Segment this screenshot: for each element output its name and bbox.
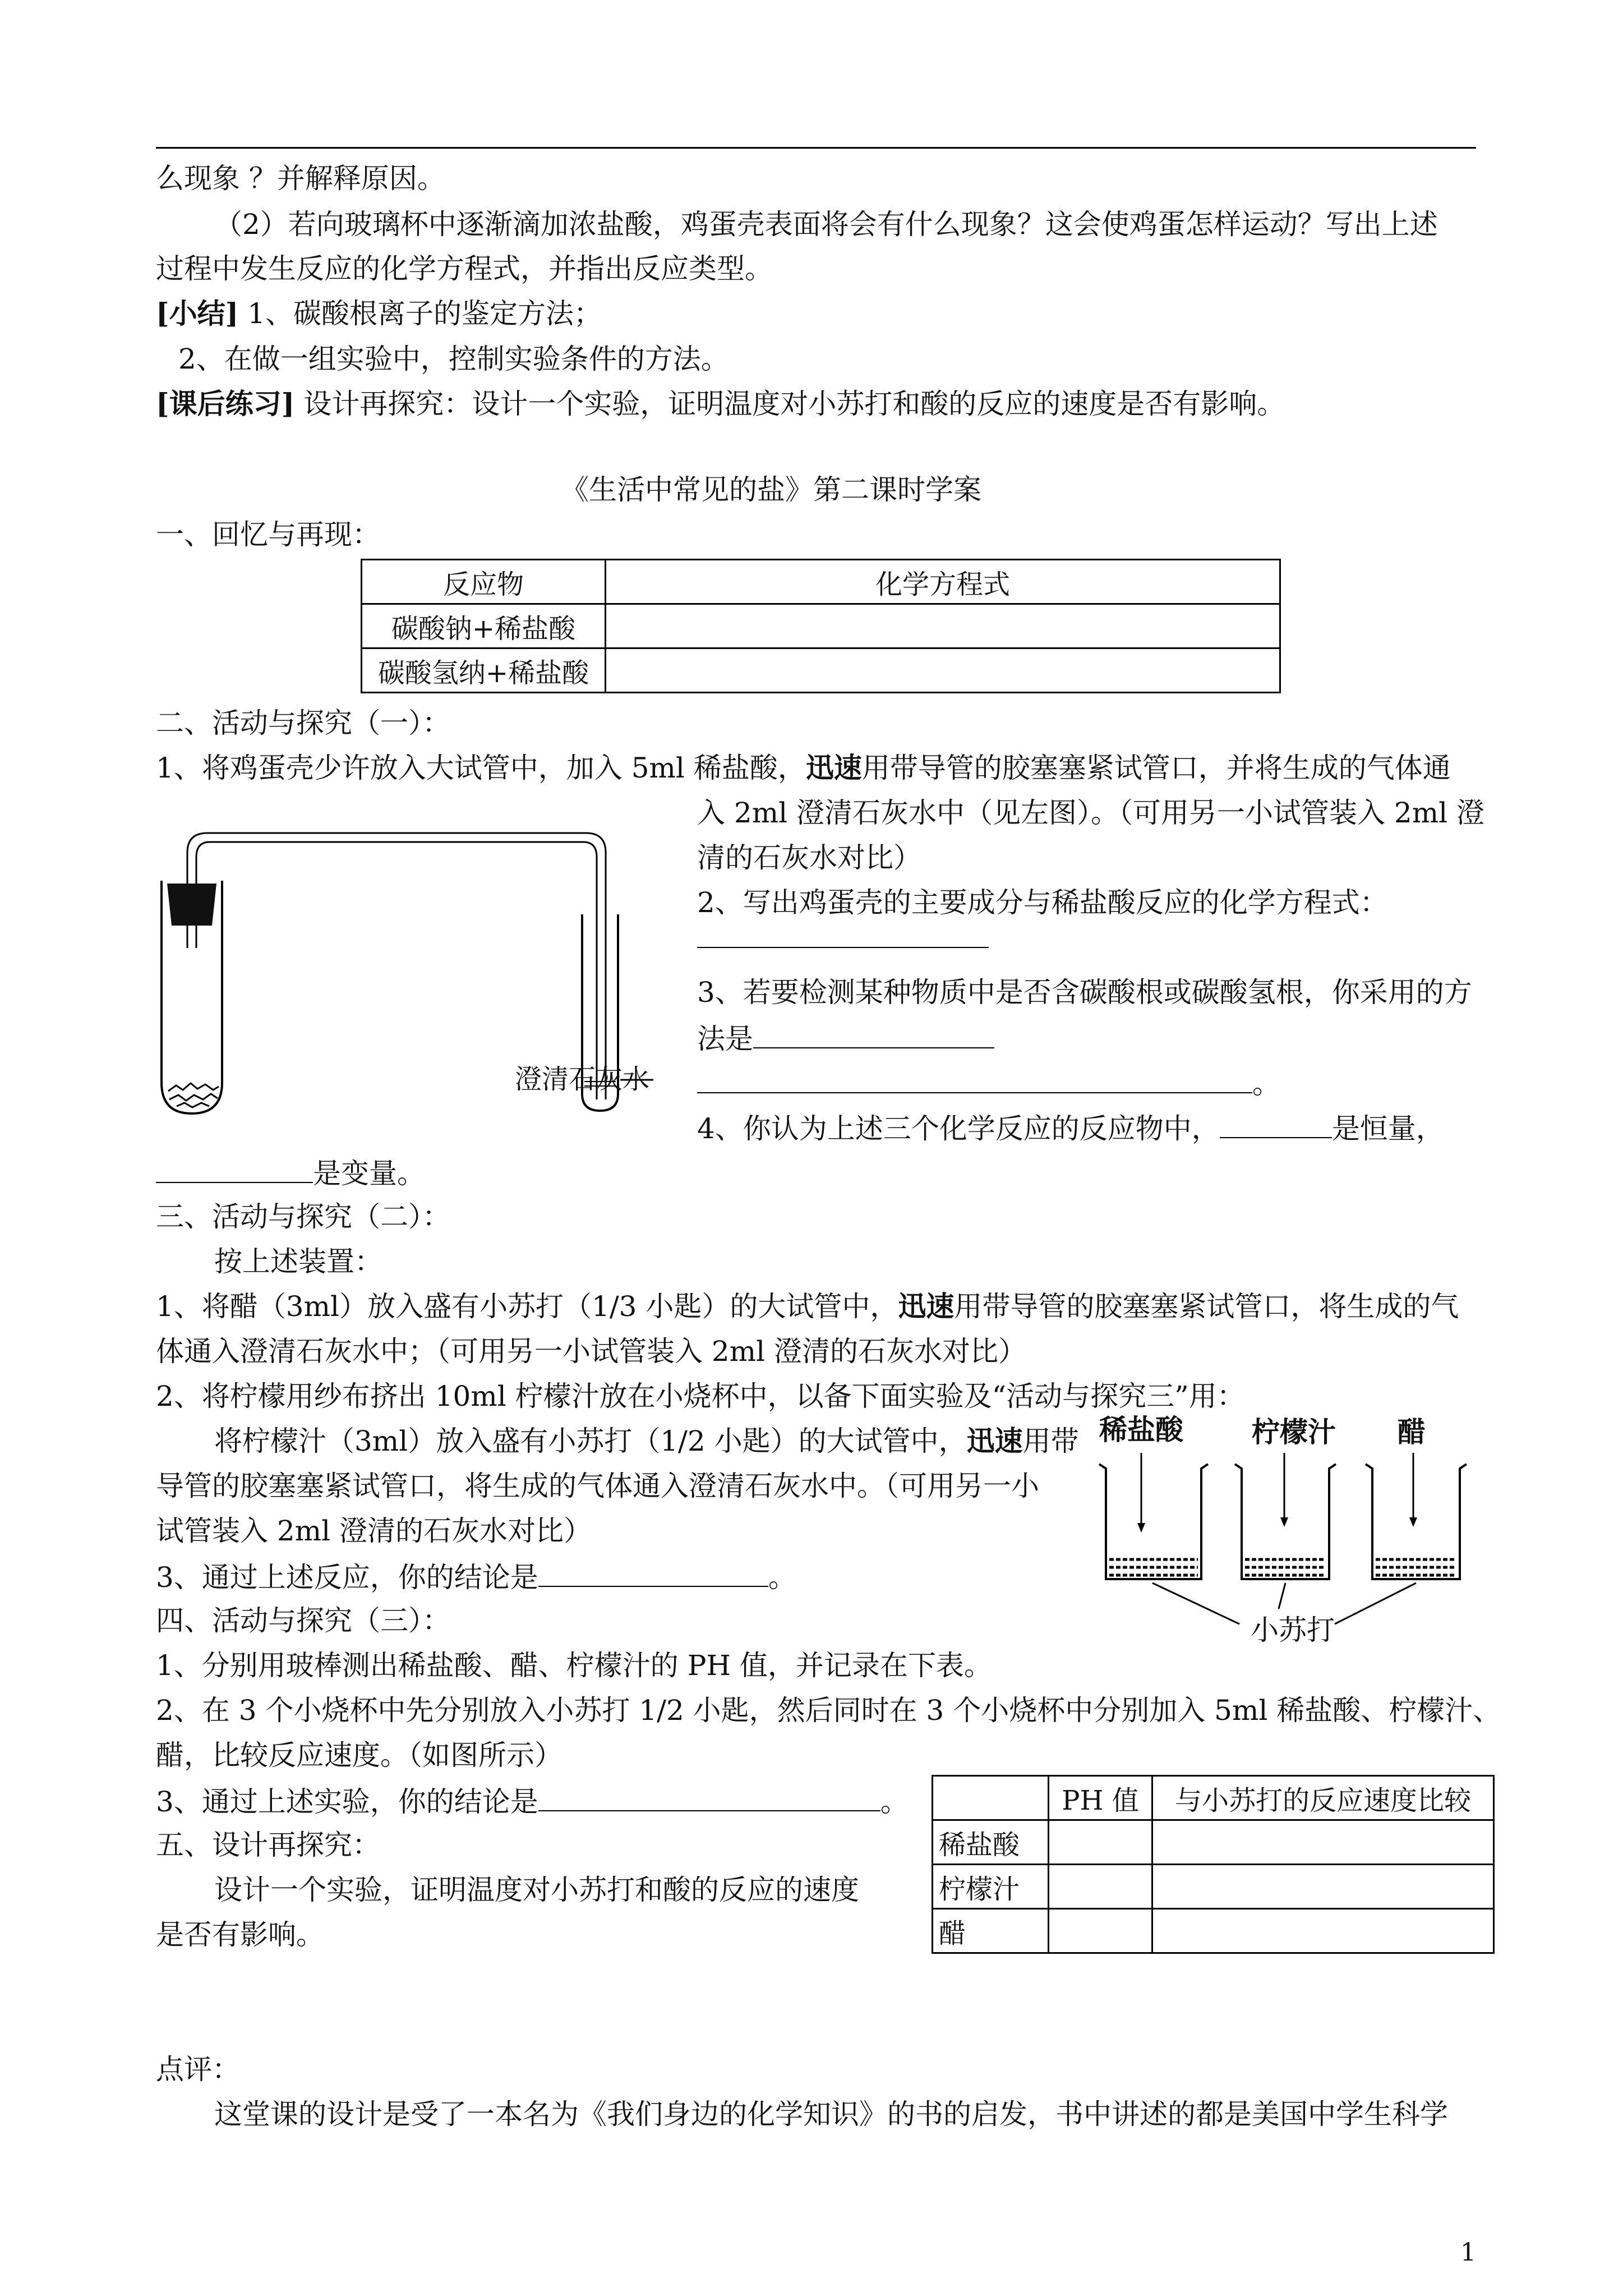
- text-line: 3、若要检测某种物质中是否含碳酸根或碳酸氢根，你采用的方: [697, 976, 1472, 1009]
- section-heading: 一、回忆与再现：: [156, 518, 380, 551]
- text-line: 按上述装置：: [214, 1245, 382, 1278]
- answer-blank[interactable]: [538, 1783, 880, 1811]
- text-span: 是变量。: [313, 1157, 425, 1190]
- summary-tag: [小结]: [156, 297, 239, 330]
- answer-blank[interactable]: [697, 1065, 1252, 1093]
- section-heading: 二、活动与探究（一）：: [156, 707, 450, 739]
- table-header: [933, 1776, 1049, 1820]
- text-line: 2、将柠檬用纱布挤出 10ml 柠檬汁放在小烧杯中，以备下面实验及“活动与探究三”用：: [156, 1380, 1245, 1412]
- text-line: 是否有影响。: [156, 1918, 324, 1951]
- beaker-label: 柠檬汁: [1252, 1416, 1336, 1448]
- text-span: 用带导管的胶塞塞紧试管口，将生成的气: [954, 1290, 1459, 1323]
- text-span: 。: [1252, 1068, 1280, 1100]
- text-line: [697, 1020, 994, 1056]
- text-line: 清的石灰水对比）: [697, 841, 921, 874]
- beaker-vinegar: [1366, 1453, 1467, 1579]
- beaker-lemon-juice: [1235, 1453, 1336, 1579]
- text-span: 。: [768, 1561, 796, 1594]
- pointer-line: [1335, 1583, 1416, 1624]
- text-line: [156, 751, 1451, 785]
- page-title: 《生活中常见的盐》第二课时学案: [561, 473, 981, 506]
- table-cell: 碳酸钠+稀盐酸: [362, 604, 606, 648]
- text-line: 醋，比较反应速度。（如图所示）: [156, 1739, 562, 1772]
- practice-line: [156, 387, 1285, 421]
- practice-text: 设计再探究：设计一个实验，证明温度对小苏打和酸的反应的速度是否有影响。: [303, 388, 1285, 420]
- comment-heading: 点评：: [156, 2053, 240, 2086]
- text-line: 么现象 ？并解释原因。: [156, 162, 445, 195]
- table-cell: [1049, 1820, 1152, 1865]
- beaker-label: 稀盐酸: [1099, 1414, 1183, 1446]
- text-span: 3、通过上述反应，你的结论是: [156, 1561, 538, 1594]
- text-line: 导管的胶塞塞紧试管口，将生成的气体通入澄清石灰水中。（可用另一小: [156, 1470, 1039, 1502]
- text-line: 2、写出鸡蛋壳的主要成分与稀盐酸反应的化学方程式：: [697, 886, 1388, 919]
- table-cell: [1152, 1820, 1494, 1865]
- table-cell: 柠檬汁: [933, 1865, 1049, 1909]
- practice-tag: [课后练习]: [156, 387, 295, 420]
- ph-table: [932, 1775, 1495, 1954]
- section-heading: 四、活动与探究（三）：: [156, 1604, 450, 1637]
- eggshell-pieces: [169, 1094, 218, 1101]
- text-line: [214, 1424, 1079, 1458]
- text-line: 试管装入 2ml 澄清的石灰水对比）: [156, 1515, 592, 1547]
- page-number: 1: [1460, 2238, 1476, 2267]
- text-line: 入 2ml 澄清石灰水中（见左图）。（可用另一小试管装入 2ml 澄: [697, 797, 1485, 829]
- text-line: （2）若向玻璃杯中逐渐滴加浓盐酸，鸡蛋壳表面将会有什么现象？这会使鸡蛋怎样运动？写出上述: [214, 208, 1438, 241]
- table-cell: [1152, 1909, 1494, 1953]
- bold-span: 迅速: [966, 1424, 1023, 1457]
- eggshell-pieces: [177, 1103, 209, 1107]
- bold-span: 迅速: [805, 751, 862, 784]
- beaker-hydrochloric: [1099, 1453, 1208, 1579]
- comment-text: 这堂课的设计是受了一本名为《我们身边的化学知识》的书的启发，书中讲述的都是美国中学生科学: [214, 2098, 1448, 2131]
- text-span: 用带导管的胶塞塞紧试管口，并将生成的气体通: [861, 752, 1451, 784]
- beaker-label: 醋: [1398, 1416, 1426, 1448]
- summary-item: 1、碳酸根离子的鉴定方法；: [247, 297, 602, 330]
- text-line: 2、在 3 个小烧杯中先分别放入小苏打 1/2 小匙，然后同时在 3 个小烧杯中分别加入 5ml 稀盐酸、柠檬汁、: [156, 1694, 1501, 1727]
- table-cell: 稀盐酸: [933, 1820, 1049, 1865]
- delivery-tube: [187, 833, 606, 1099]
- table-cell: 碳酸氢纳+稀盐酸: [362, 648, 606, 693]
- table-header: 反应物: [362, 560, 606, 604]
- figure-label-limewater: 澄清石灰水: [515, 1064, 650, 1095]
- answer-blank[interactable]: [697, 920, 989, 955]
- text-span: 1、将醋（3ml）放入盛有小苏打（1/3 小匙）的大试管中，: [156, 1290, 898, 1323]
- text-line: 1、分别用玻棒测出稀盐酸、醋、柠檬汁的 PH 值，并记录在下表。: [156, 1649, 992, 1682]
- table-cell: [606, 604, 1280, 648]
- text-span: 用带: [1022, 1425, 1079, 1457]
- section-heading: 三、活动与探究（二）：: [156, 1200, 450, 1233]
- pointer-line: [1279, 1583, 1285, 1609]
- text-line: [697, 1065, 1280, 1101]
- header-rule: [156, 147, 1476, 149]
- text-line: [156, 1559, 796, 1594]
- text-span: 3、通过上述实验，你的结论是: [156, 1786, 538, 1818]
- table-cell: [1152, 1865, 1494, 1909]
- table-cell: 醋: [933, 1909, 1049, 1953]
- table-cell: [1049, 1909, 1152, 1953]
- text-span: 4、你认为上述三个化学反应的反应物中，: [697, 1112, 1220, 1145]
- answer-blank[interactable]: [753, 1020, 994, 1048]
- eggshell-pieces: [168, 1083, 219, 1091]
- text-span: 法是: [697, 1023, 753, 1055]
- pointer-line: [1152, 1583, 1239, 1624]
- rubber-stopper: [167, 884, 216, 926]
- summary-item: 2、在做一组实验中，控制实验条件的方法。: [178, 343, 729, 375]
- text-line: [156, 1290, 1459, 1323]
- table-cell: [606, 648, 1280, 693]
- answer-blank[interactable]: [156, 1155, 313, 1183]
- section-heading: 五、设计再探究：: [156, 1829, 380, 1861]
- text-span: 1、将鸡蛋壳少许放入大试管中，加入 5ml 稀盐酸，: [156, 752, 806, 784]
- text-line: [156, 1783, 909, 1819]
- text-span: 是恒量，: [1331, 1112, 1444, 1145]
- text-line: 体通入澄清石灰水中；（可用另一小试管装入 2ml 澄清的石灰水对比）: [156, 1335, 1027, 1368]
- text-line: 设计一个实验，证明温度对小苏打和酸的反应的速度: [214, 1874, 859, 1906]
- table-header: 与小苏打的反应速度比较: [1152, 1776, 1494, 1820]
- text-line: [697, 1110, 1444, 1145]
- answer-blank[interactable]: [538, 1559, 768, 1587]
- text-line: [156, 1155, 425, 1190]
- summary-line: [156, 297, 602, 330]
- reaction-table: [361, 559, 1281, 693]
- beaker-common-label: 小苏打: [1251, 1614, 1335, 1646]
- bold-span: 迅速: [898, 1290, 955, 1323]
- table-header: 化学方程式: [606, 560, 1280, 604]
- table-cell: [1049, 1865, 1152, 1909]
- answer-blank[interactable]: [1220, 1110, 1332, 1138]
- table-header: PH 值: [1049, 1776, 1152, 1820]
- text-span: 将柠檬汁（3ml）放入盛有小苏打（1/2 小匙）的大试管中，: [214, 1425, 967, 1457]
- delivery-tube-inner: [196, 842, 597, 1099]
- text-span: 。: [880, 1786, 909, 1818]
- text-line: 过程中发生反应的化学方程式，并指出反应类型。: [156, 252, 773, 285]
